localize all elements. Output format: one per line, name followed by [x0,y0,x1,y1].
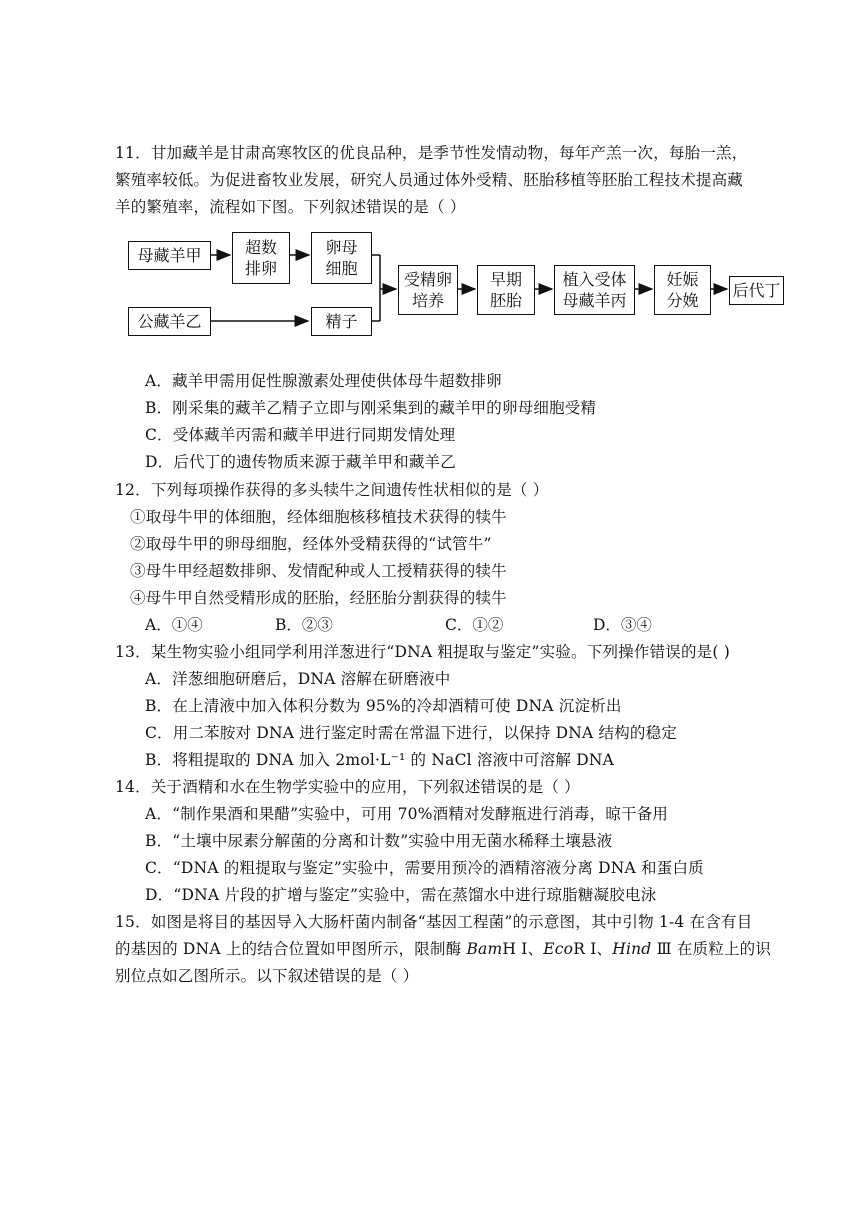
q14-stem: 14．关于酒精和水在生物学实验中的应用，下列叙述错误的是（ ） [115,778,580,796]
q11-stem-line-3: 羊的繁殖率，流程如下图。下列叙述错误的是（ ） [115,198,466,216]
box-fertilized-egg-culture: 受精卵 培养 [398,265,458,315]
box-pregnancy-delivery: 妊娠 分娩 [654,265,711,315]
q13-option-d: B．将粗提取的 DNA 加入 2mol·L⁻¹ 的 NaCl 溶液中可溶解 DNA [145,751,615,769]
q11-option-a: A．藏羊甲需用促性腺激素处理使供体母牛超数排卵 [145,372,502,390]
q11-stem-line-1: 11．甘加藏羊是甘肃高寒牧区的优良品种，是季节性发情动物，每年产羔一次，每胎一羔， [115,144,748,162]
q11-option-b: B．刚采集的藏羊乙精子立即与刚采集到的藏羊甲的卵母细胞受精 [145,399,597,417]
q14-option-b: B．“土壤中尿素分解菌的分离和计数”实验中用无菌水稀释土壤悬液 [145,832,613,850]
box-superovulation: 超数 排卵 [232,232,290,284]
q12-choice-b: B．②③ [275,616,333,634]
box-early-embryo: 早期 胚胎 [477,265,535,315]
box-father-sheep-b: 公藏羊乙 [128,307,211,336]
box-mother-sheep-a: 母藏羊甲 [128,241,211,270]
enzyme-ecori: Eco [543,940,574,958]
q12-choice-d: D．③④ [593,616,652,634]
q11-option-c: C．受体藏羊丙需和藏羊甲进行同期发情处理 [145,426,456,444]
q14-option-c: C．“DNA 的粗提取与鉴定”实验中，需要用预冷的酒精溶液分离 DNA 和蛋白质 [145,859,704,877]
box-sperm: 精子 [311,307,372,336]
q12-choice-a: A．①④ [145,616,203,634]
box-oocyte: 卵母 细胞 [311,232,372,284]
q12-item-1: ①取母牛甲的体细胞，经体细胞核移植技术获得的犊牛 [130,508,507,526]
q12-stem: 12．下列每项操作获得的多头犊牛之间遗传性状相似的是（ ） [115,481,549,499]
q13-stem: 13．某生物实验小组同学利用洋葱进行“DNA 粗提取与鉴定”实验。下列操作错误的是( ) [115,643,731,661]
q13-option-b: B．在上清液中加入体积分数为 95%的冷却酒精可使 DNA 沉淀析出 [145,697,622,715]
q11-option-d: D．后代丁的遗传物质来源于藏羊甲和藏羊乙 [145,453,456,471]
q14-option-a: A．“制作果酒和果醋”实验中，可用 70%酒精对发酵瓶进行消毒，晾干备用 [145,805,669,823]
q12-item-3: ③母牛甲经超数排卵、发情配种或人工授精获得的犊牛 [130,562,507,580]
box-offspring-d: 后代丁 [729,276,784,305]
q13-option-c: C．用二苯胺对 DNA 进行鉴定时需在常温下进行，以保持 DNA 结构的稳定 [145,724,678,742]
q15-stem-line-2: 的基因的 DNA 上的结合位置如甲图所示，限制酶 BamH Ⅰ、EcoR Ⅰ、Hind Ⅲ 在质粒上的识 [115,940,772,958]
q15-stem-line-1: 15．如图是将目的基因导入大肠杆菌内制备“基因工程菌”的示意图，其中引物 1-4 在含有目 [115,913,753,931]
q12-choice-c: C．①② [445,616,504,634]
q12-item-4: ④母牛甲自然受精形成的胚胎，经胚胎分割获得的犊牛 [130,589,507,607]
enzyme-bamhi: Bam [466,940,503,958]
q15-stem-line-3: 别位点如乙图所示。以下叙述错误的是（ ） [115,967,419,985]
box-implant-recipient: 植入受体 母藏羊丙 [554,265,635,315]
q11-stem-line-2: 繁殖率较低。为促进畜牧业发展，研究人员通过体外受精、胚胎移植等胚胎工程技术提高藏 [115,171,744,189]
q12-item-2: ②取母牛甲的卵母细胞，经体外受精获得的“试管牛” [130,535,492,553]
q13-option-a: A．洋葱细胞研磨后，DNA 溶解在研磨液中 [145,670,451,688]
q14-option-d: D．“DNA 片段的扩增与鉴定”实验中，需在蒸馏水中进行琼脂糖凝胶电泳 [145,886,657,904]
q12-choices [145,613,685,637]
enzyme-hindiii: Hind [612,940,652,958]
